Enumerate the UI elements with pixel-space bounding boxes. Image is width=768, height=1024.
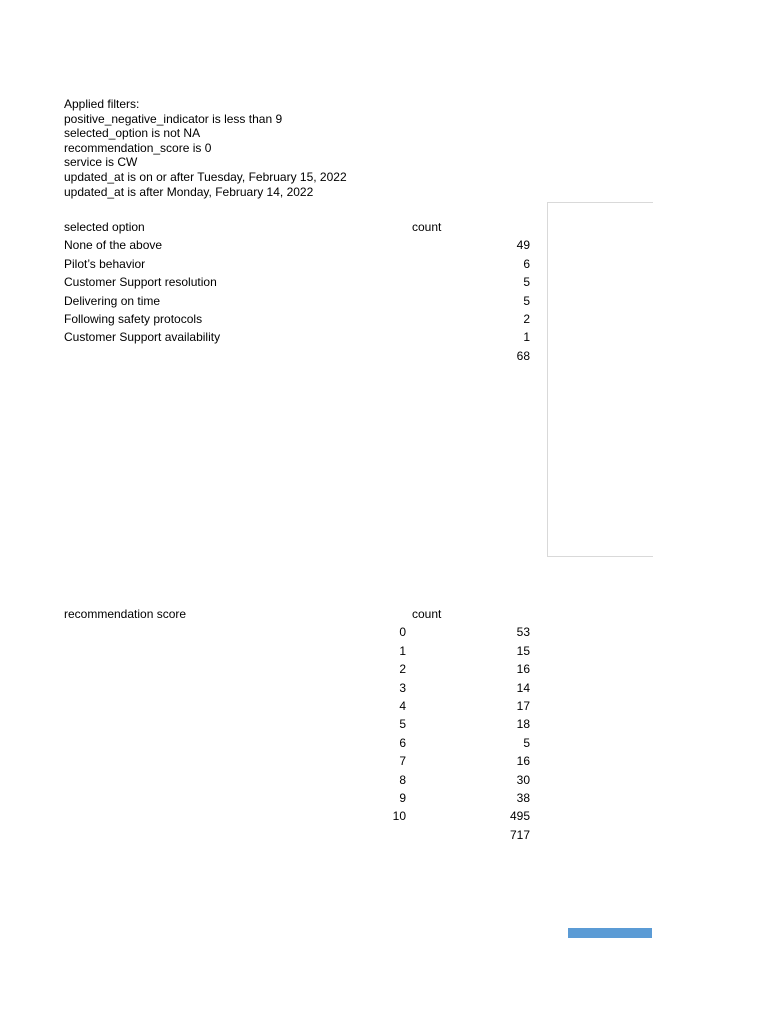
score-value: 0 xyxy=(399,625,406,640)
table-row xyxy=(64,752,530,770)
option-count: 6 xyxy=(523,256,530,271)
table-row xyxy=(64,236,530,254)
table-row xyxy=(64,660,530,678)
table-row xyxy=(64,273,530,291)
column-header-recommendation-score: recommendation score xyxy=(64,607,187,621)
score-count: 16 xyxy=(516,754,530,769)
recommendation-score-table xyxy=(64,605,530,844)
column-header-selected-option: selected option xyxy=(64,220,145,234)
filter-item: recommendation_score is 0 xyxy=(64,140,212,155)
option-count: 5 xyxy=(523,293,530,308)
option-label: Delivering on time xyxy=(64,293,161,308)
filter-item: selected_option is not NA xyxy=(64,126,201,141)
score-count: 30 xyxy=(516,772,530,787)
score-value: 1 xyxy=(399,643,406,658)
filter-item: positive_negative_indicator is less than 9 xyxy=(64,111,283,126)
table-row xyxy=(64,623,530,641)
score-count: 53 xyxy=(516,625,530,640)
score-value: 8 xyxy=(399,772,406,787)
score-value: 6 xyxy=(399,735,406,750)
option-count: 1 xyxy=(523,330,530,345)
table-header-row xyxy=(64,605,530,623)
table-total-row xyxy=(64,347,530,365)
score-value: 5 xyxy=(399,717,406,732)
table-row xyxy=(64,771,530,789)
score-count: 14 xyxy=(516,680,530,695)
table-row xyxy=(64,328,530,346)
score-count: 5 xyxy=(523,735,530,750)
filter-item: updated_at is on or after Tuesday, February 15, 2022 xyxy=(64,169,347,184)
score-count: 15 xyxy=(516,643,530,658)
option-label: Pilot’s behavior xyxy=(64,256,146,271)
chart-placeholder xyxy=(547,202,653,557)
score-value: 7 xyxy=(399,754,406,769)
option-label: Customer Support resolution xyxy=(64,275,217,290)
filters-heading: Applied filters: xyxy=(64,97,140,111)
filter-item: updated_at is after Monday, February 14, 2022 xyxy=(64,184,314,199)
applied-filters xyxy=(64,97,347,199)
column-header-count: count xyxy=(412,220,442,234)
option-count: 5 xyxy=(523,275,530,290)
table-row xyxy=(64,697,530,715)
table-row xyxy=(64,807,530,825)
score-count: 16 xyxy=(516,662,530,677)
score-value: 9 xyxy=(399,790,406,805)
score-count: 18 xyxy=(516,717,530,732)
table-row xyxy=(64,642,530,660)
table-header-row xyxy=(64,218,530,236)
chart-bar-fragment xyxy=(568,928,652,938)
score-value: 2 xyxy=(399,662,406,677)
table-total-row xyxy=(64,826,530,844)
table-row xyxy=(64,310,530,328)
option-label: Following safety protocols xyxy=(64,311,203,326)
filter-item: service is CW xyxy=(64,155,138,170)
option-count: 49 xyxy=(516,238,530,253)
score-value: 4 xyxy=(399,698,406,713)
score-total: 717 xyxy=(509,827,530,842)
table-row xyxy=(64,715,530,733)
score-count: 495 xyxy=(509,809,530,824)
option-label: None of the above xyxy=(64,238,163,253)
option-total: 68 xyxy=(516,348,530,363)
table-row xyxy=(64,734,530,752)
column-header-count: count xyxy=(412,607,442,621)
table-row xyxy=(64,292,530,310)
table-row xyxy=(64,679,530,697)
score-count: 38 xyxy=(516,790,530,805)
option-count: 2 xyxy=(523,311,530,326)
selected-option-table xyxy=(64,218,530,365)
score-value: 3 xyxy=(399,680,406,695)
score-count: 17 xyxy=(516,698,530,713)
score-value: 10 xyxy=(392,809,406,824)
table-row xyxy=(64,255,530,273)
option-label: Customer Support availability xyxy=(64,330,221,345)
table-row xyxy=(64,789,530,807)
